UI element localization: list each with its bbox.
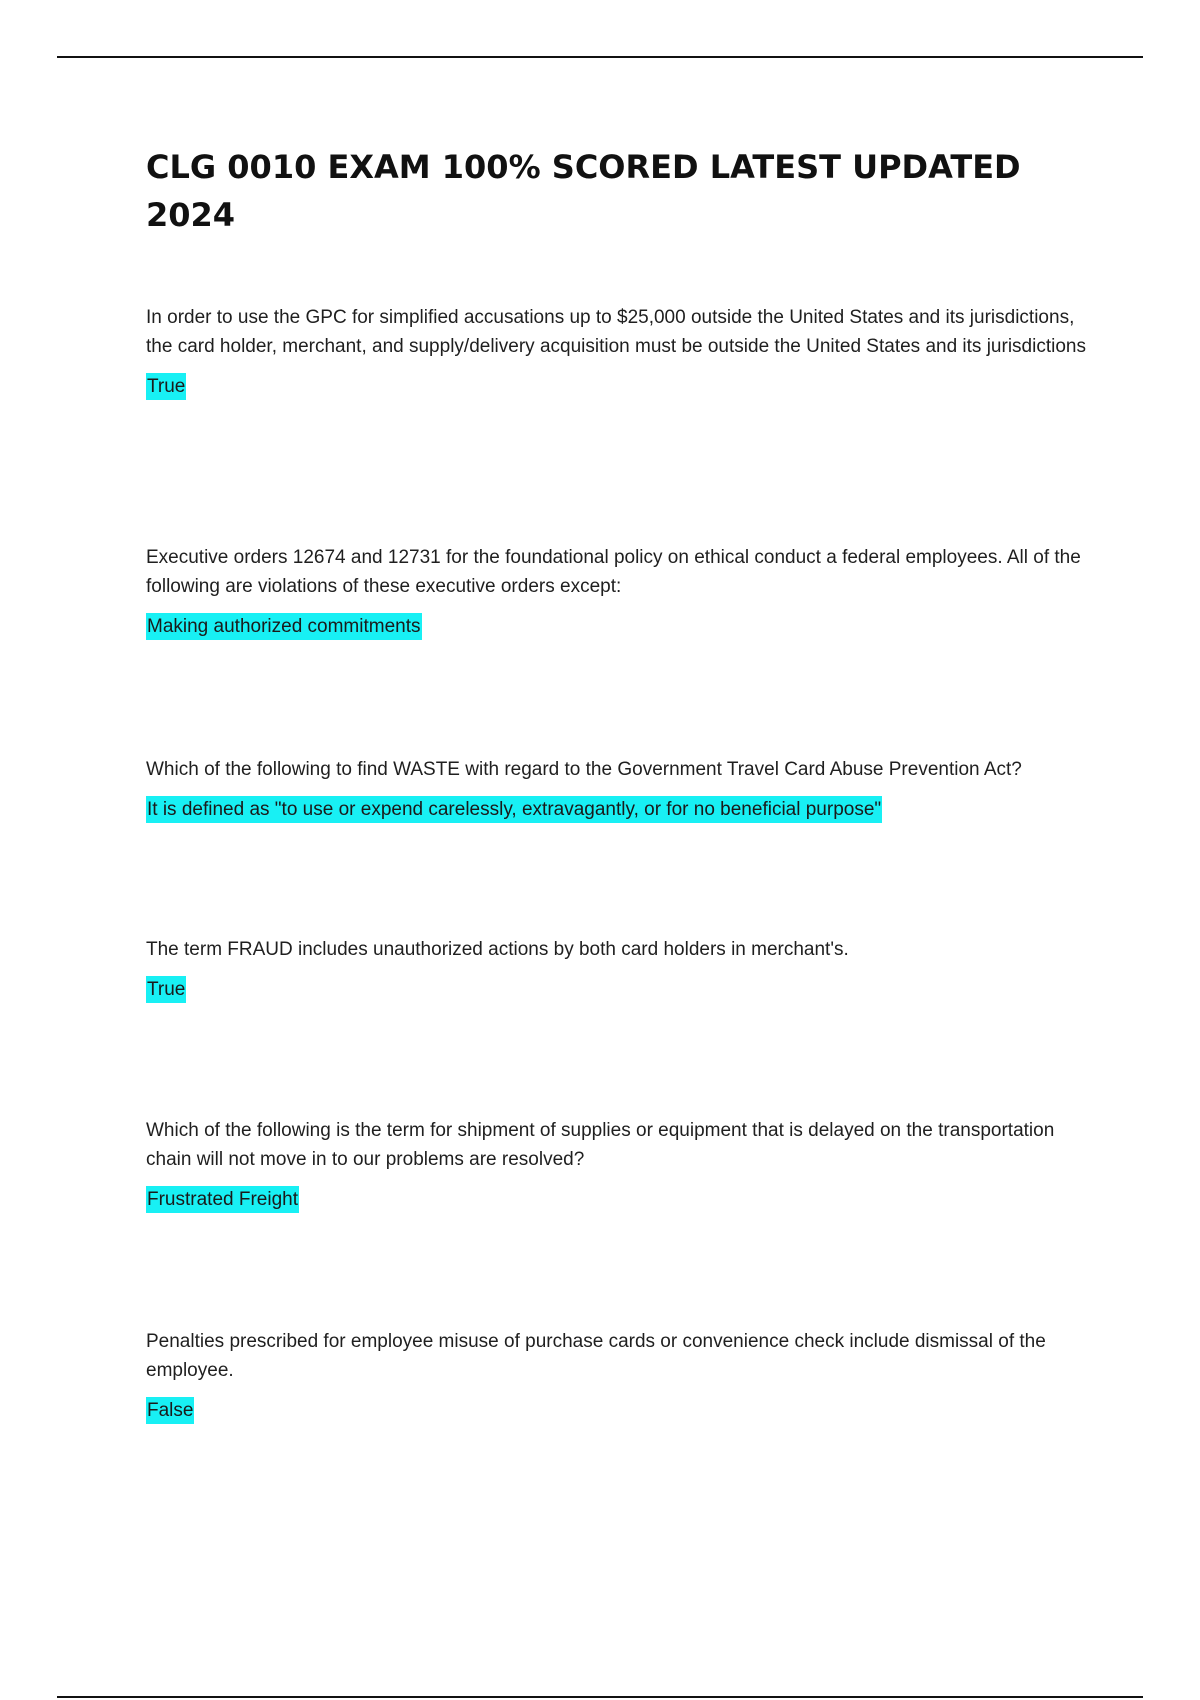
top-rule [57,56,1143,58]
question-text: In order to use the GPC for simplified accusations up to $25,000 outside the United States and its jurisdictions, the card holder, merchant, and supply/delivery acquisition must be outside the United States and its jurisdictions [146,307,1086,357]
document-title: CLG 0010 EXAM 100% SCORED LATEST UPDATED 2024 [146,148,1021,234]
question-text: The term FRAUD includes unauthorized actions by both card holders in merchant's. [146,939,849,960]
answer-highlight: True [146,976,186,1003]
answer-highlight: True [146,373,186,400]
qa-item-4 [146,935,1091,1003]
qa-item-5 [146,1116,1091,1213]
qa-item-3 [146,755,1091,823]
qa-item-2 [146,543,1091,640]
answer-highlight: Making authorized commitments [146,613,422,640]
qa-item-1 [146,303,1091,400]
qa-item-6 [146,1327,1091,1424]
question-text: Penalties prescribed for employee misuse of purchase cards or convenience check include dismissal of the employee. [146,1331,1046,1381]
answer-highlight: False [146,1397,194,1424]
question-text: Which of the following is the term for shipment of supplies or equipment that is delayed on the transportation chain will not move in to our problems are resolved? [146,1120,1055,1170]
bottom-rule [57,1696,1143,1698]
question-text: Executive orders 12674 and 12731 for the foundational policy on ethical conduct a federal employees. All of the following are violations of these executive orders except: [146,547,1081,597]
answer-highlight: Frustrated Freight [146,1186,299,1213]
answer-highlight: It is defined as "to use or expend carelessly, extravagantly, or for no beneficial purpose" [146,796,882,823]
question-text: Which of the following to find WASTE with regard to the Government Travel Card Abuse Prevention Act? [146,759,1022,780]
